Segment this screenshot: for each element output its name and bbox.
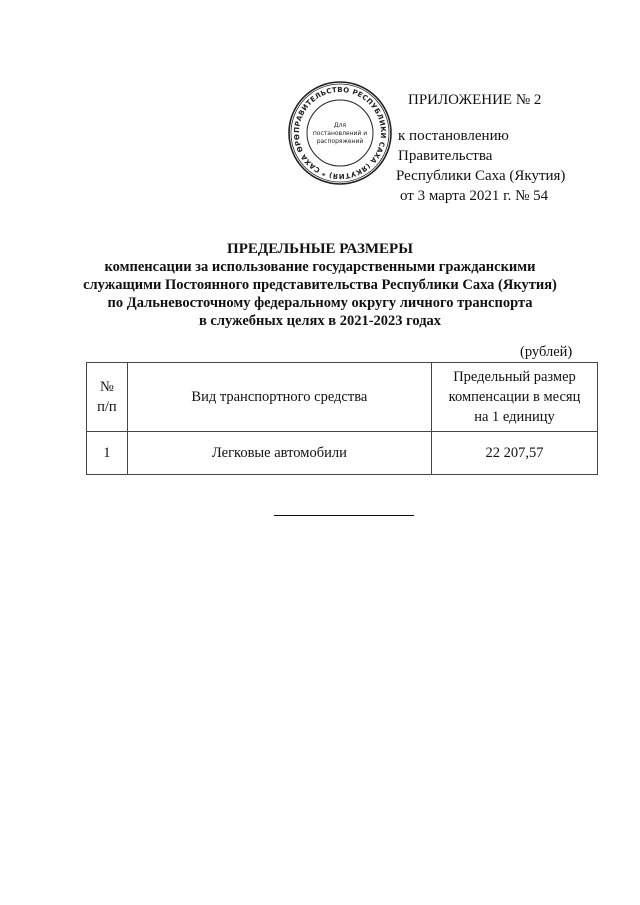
header-number-line1: №	[99, 379, 114, 395]
title-line-4: в служебных целях в 2021-2023 годах	[198, 313, 442, 329]
svg-text:ПРАВИТЕЛЬСТВО РЕСПУБЛИКИ САХА: ПРАВИТЕЛЬСТВО РЕСПУБЛИКИ САХА (ЯКУТИЯ) * САХА ӨРӨ	[292, 85, 388, 181]
appendix-number: ПРИЛОЖЕНИЕ № 2	[408, 92, 542, 108]
official-seal-stamp	[287, 80, 393, 186]
header-limit	[432, 363, 598, 432]
appendix-decree-line2: Республики Саха (Якутия)	[396, 168, 566, 184]
svg-text:Для: Для	[333, 122, 347, 129]
appendix-reference	[396, 90, 600, 206]
svg-text:постановлений и: постановлений и	[312, 130, 368, 137]
header-limit-line1: Предельный размер	[453, 369, 576, 385]
table-header-row	[87, 363, 598, 432]
title-main: ПРЕДЕЛЬНЫЕ РАЗМЕРЫ	[227, 241, 413, 257]
title-line-1: компенсации за использование государственными гражданскими	[104, 259, 536, 275]
cell-number: 1	[87, 432, 128, 475]
title-line-2: служащими Постоянного представительства Республики Саха (Якутия)	[83, 277, 557, 293]
svg-text:распоряжений: распоряжений	[316, 138, 364, 145]
closing-rule	[274, 515, 414, 516]
currency-unit-label: (рублей)	[520, 344, 573, 360]
table-row	[87, 432, 598, 475]
title-line-3: по Дальневосточному федеральному округу личного транспорта	[107, 295, 533, 311]
cell-limit: 22 207,57	[432, 432, 598, 475]
header-limit-line3: на 1 единицу	[474, 409, 555, 425]
header-number	[87, 363, 128, 432]
cell-vehicle-type: Легковые автомобили	[127, 432, 431, 475]
header-number-line2: п/п	[97, 399, 117, 415]
header-vehicle-type: Вид транспортного средства	[127, 363, 431, 432]
appendix-decree-line1: к постановлению Правительства	[398, 128, 509, 164]
header-limit-line2: компенсации в месяц	[448, 389, 581, 405]
compensation-table	[86, 362, 598, 475]
appendix-decree-date: от 3 марта 2021 г. № 54	[400, 188, 549, 204]
document-title	[40, 240, 600, 330]
